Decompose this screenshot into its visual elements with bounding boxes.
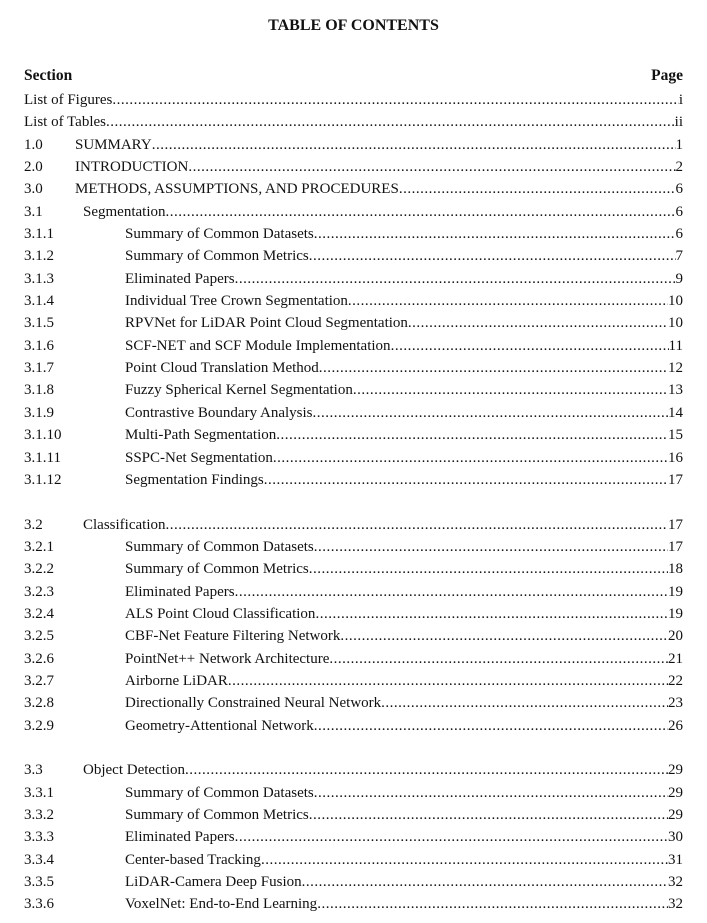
dot-leader <box>309 245 676 267</box>
toc-entry-title: List of Tables <box>24 114 106 131</box>
toc-entry-title: LiDAR-Camera Deep Fusion <box>125 874 302 891</box>
toc-entry-page: 17 <box>668 471 683 488</box>
toc-entry-page: 6 <box>675 203 683 220</box>
toc-entry-number: 3.1.6 <box>24 337 54 354</box>
toc-entry[interactable] <box>24 692 683 714</box>
toc-entry-page: 10 <box>668 293 683 310</box>
toc-entry-page: 31 <box>668 851 683 868</box>
toc-entry[interactable] <box>24 379 683 401</box>
toc-entry-title: Classification <box>83 516 166 533</box>
dot-leader <box>302 871 668 893</box>
dot-leader <box>152 134 676 156</box>
toc-entry[interactable] <box>24 89 683 111</box>
dot-leader <box>399 178 676 200</box>
toc-entry[interactable] <box>24 670 683 692</box>
dot-leader <box>329 648 668 670</box>
toc-entry-title: Multi-Path Segmentation <box>125 427 277 444</box>
toc-entry-page: 13 <box>668 382 683 399</box>
toc-entry-page: 22 <box>668 672 683 689</box>
toc-entry-title: Summary of Common Datasets <box>125 226 314 243</box>
dot-leader <box>314 536 668 558</box>
toc-entry[interactable] <box>24 625 683 647</box>
toc-entry-page: 11 <box>668 337 683 354</box>
toc-entry-number: 3.3.3 <box>24 829 54 846</box>
toc-entry-number: 3.2.4 <box>24 605 54 622</box>
toc-entry-number: 3.1.2 <box>24 248 54 265</box>
toc-entry[interactable] <box>24 759 683 781</box>
toc-entry-page: 2 <box>675 159 683 176</box>
dot-leader <box>313 402 669 424</box>
toc-entry-page: 30 <box>668 829 683 846</box>
toc-entry-number: 2.0 <box>24 159 43 176</box>
toc-entry-title: ALS Point Cloud Classification <box>125 605 316 622</box>
toc-entry[interactable] <box>24 134 683 156</box>
toc-entry[interactable] <box>24 178 683 200</box>
dot-leader <box>276 424 668 446</box>
toc-entry-page: 6 <box>675 181 683 198</box>
toc-entry-title: PointNet++ Network Architecture <box>125 650 330 667</box>
toc-entry[interactable] <box>24 402 683 424</box>
toc-entry-page: 29 <box>668 807 683 823</box>
dot-leader <box>235 268 676 290</box>
toc-spacer <box>24 491 683 513</box>
toc-entry-number: 3.1.1 <box>24 226 54 243</box>
dot-leader <box>185 759 668 781</box>
dot-leader <box>235 581 668 603</box>
toc-entry-number: 3.1.5 <box>24 315 54 332</box>
dot-leader <box>353 379 668 401</box>
toc-spacer <box>24 737 683 759</box>
toc-entry-number: 3.2.8 <box>24 695 54 712</box>
toc-entry-number: 3.2.2 <box>24 561 54 578</box>
dot-leader <box>309 804 668 826</box>
dot-leader <box>273 447 668 469</box>
toc-entry-title: Airborne LiDAR <box>125 672 228 689</box>
toc-entry-page: 29 <box>668 762 683 779</box>
toc-entry[interactable] <box>24 782 683 804</box>
toc-entry[interactable] <box>24 871 683 893</box>
toc-entry-title: Contrastive Boundary Analysis <box>125 404 313 421</box>
toc-entry-title: Eliminated Papers <box>125 583 235 600</box>
page-column-label: Page <box>651 67 683 84</box>
dot-leader <box>314 223 676 245</box>
table-of-contents <box>24 89 683 916</box>
toc-entry[interactable] <box>24 469 683 491</box>
toc-entry-number: 3.3.4 <box>24 851 54 868</box>
toc-entry-title: INTRODUCTION <box>75 159 189 176</box>
toc-entry[interactable] <box>24 603 683 625</box>
dot-leader <box>264 469 668 491</box>
toc-entry-title: Center-based Tracking <box>125 851 261 868</box>
toc-entry-number: 3.0 <box>24 181 43 198</box>
toc-entry-title: Fuzzy Spherical Kernel Segmentation <box>125 382 353 399</box>
toc-entry-page: 1 <box>675 136 683 153</box>
toc-entry-page: 26 <box>668 717 683 734</box>
toc-entry-title: Summary of Common Datasets <box>125 784 314 801</box>
toc-entry-title: SUMMARY <box>75 136 152 153</box>
toc-entry-number: 3.3.5 <box>24 874 54 891</box>
toc-entry-number: 3.3.2 <box>24 807 54 823</box>
toc-entry-title: Eliminated Papers <box>125 270 235 287</box>
toc-entry[interactable] <box>24 447 683 469</box>
toc-entry-number: 3.3.1 <box>24 784 54 801</box>
toc-entry-page: 23 <box>668 695 683 712</box>
toc-entry-number: 3.3 <box>24 762 43 779</box>
toc-entry-page: 6 <box>675 226 683 243</box>
dot-leader <box>391 335 669 357</box>
toc-entry-page: 32 <box>668 874 683 891</box>
dot-leader <box>348 290 668 312</box>
toc-entry-number: 3.1.3 <box>24 270 54 287</box>
toc-entry-number: 3.1.4 <box>24 293 54 310</box>
toc-entry-page: 21 <box>668 650 683 667</box>
toc-entry-page: 10 <box>668 315 683 332</box>
toc-entry-title: METHODS, ASSUMPTIONS, AND PROCEDURES <box>75 181 399 198</box>
dot-leader <box>188 156 675 178</box>
toc-entry-title: Object Detection <box>83 762 186 779</box>
toc-entry[interactable] <box>24 826 683 848</box>
toc-entry-page: 29 <box>668 784 683 801</box>
toc-entry[interactable] <box>24 245 683 267</box>
toc-entry-title: Segmentation Findings <box>125 471 264 488</box>
toc-header <box>24 67 683 85</box>
toc-entry-page: 15 <box>668 427 683 444</box>
toc-entry-title: SCF-NET and SCF Module Implementation <box>125 337 391 354</box>
toc-entry-title: Eliminated Papers <box>125 829 235 846</box>
toc-entry-title: Segmentation <box>83 203 166 220</box>
dot-leader <box>166 514 669 536</box>
toc-entry-number: 3.1.11 <box>24 449 61 466</box>
toc-entry-title: Summary of Common Metrics <box>125 561 309 578</box>
toc-entry-page: 7 <box>675 248 683 265</box>
toc-entry-number: 3.1.9 <box>24 404 54 421</box>
toc-entry-number: 3.2 <box>24 516 43 533</box>
toc-entry[interactable] <box>24 893 683 915</box>
dot-leader <box>340 625 668 647</box>
dot-leader <box>112 89 678 111</box>
toc-entry[interactable] <box>24 201 683 223</box>
toc-entry-number: 3.1.12 <box>24 471 62 488</box>
toc-entry-number: 3.2.5 <box>24 628 54 645</box>
toc-entry[interactable] <box>24 558 683 580</box>
toc-entry-page: i <box>678 92 683 108</box>
dot-leader <box>228 670 668 692</box>
toc-entry-title: SSPC-Net Segmentation <box>125 449 273 466</box>
toc-entry-number: 3.3.6 <box>24 896 54 913</box>
toc-entry-page: 20 <box>668 628 683 645</box>
toc-entry-number: 1.0 <box>24 136 43 153</box>
toc-entry-number: 3.1 <box>24 203 43 220</box>
toc-entry-title: Individual Tree Crown Segmentation <box>125 293 348 310</box>
toc-entry[interactable] <box>24 335 683 357</box>
dot-leader <box>309 558 668 580</box>
dot-leader <box>317 893 668 915</box>
toc-entry-page: 17 <box>668 538 683 555</box>
dot-leader <box>261 849 668 871</box>
dot-leader <box>235 826 668 848</box>
toc-entry-title: RPVNet for LiDAR Point Cloud Segmentation <box>125 315 408 332</box>
toc-entry-page: 19 <box>668 605 683 622</box>
toc-entry-page: 16 <box>668 449 683 466</box>
toc-entry-number: 3.2.3 <box>24 583 54 600</box>
toc-entry-title: Point Cloud Translation Method <box>125 360 319 377</box>
toc-entry-number: 3.2.1 <box>24 538 54 555</box>
toc-entry[interactable] <box>24 268 683 290</box>
toc-entry[interactable] <box>24 290 683 312</box>
toc-entry[interactable] <box>24 156 683 178</box>
toc-entry-number: 3.2.7 <box>24 672 54 689</box>
toc-entry-page: 9 <box>675 270 683 287</box>
toc-entry[interactable] <box>24 648 683 670</box>
toc-entry-number: 3.2.6 <box>24 650 54 667</box>
toc-entry-page: 14 <box>668 404 683 421</box>
toc-entry[interactable] <box>24 312 683 334</box>
toc-entry-title: VoxelNet: End-to-End Learning <box>125 896 318 913</box>
toc-entry[interactable] <box>24 849 683 871</box>
toc-entry[interactable] <box>24 536 683 558</box>
toc-entry-number: 3.1.7 <box>24 360 54 377</box>
toc-entry-page: 12 <box>668 360 683 377</box>
dot-leader <box>408 312 668 334</box>
dot-leader <box>315 603 668 625</box>
toc-entry-number: 3.1.10 <box>24 427 62 444</box>
toc-entry-title: Directionally Constrained Neural Network <box>125 695 382 712</box>
dot-leader <box>166 201 676 223</box>
toc-entry-page: 17 <box>668 516 683 533</box>
toc-entry-title: Geometry-Attentional Network <box>125 717 314 734</box>
dot-leader <box>314 715 668 737</box>
dot-leader <box>314 782 668 804</box>
section-column-label: Section <box>24 67 73 84</box>
toc-entry[interactable] <box>24 111 683 133</box>
dot-leader <box>319 357 668 379</box>
dot-leader <box>381 692 668 714</box>
toc-entry[interactable] <box>24 424 683 446</box>
toc-entry-number: 3.1.8 <box>24 382 54 399</box>
toc-entry-title: Summary of Common Metrics <box>125 248 309 265</box>
page-title: TABLE OF CONTENTS <box>268 17 439 34</box>
toc-entry-page: 18 <box>668 561 683 578</box>
toc-entry[interactable] <box>24 581 683 603</box>
toc-entry-title: List of Figures <box>24 92 113 108</box>
toc-entry-title: CBF-Net Feature Filtering Network <box>125 628 341 645</box>
toc-entry-page: ii <box>674 114 683 131</box>
toc-entry-page: 32 <box>668 896 683 913</box>
toc-entry[interactable] <box>24 357 683 379</box>
toc-entry[interactable] <box>24 715 683 737</box>
toc-entry-page: 19 <box>668 583 683 600</box>
toc-entry-number: 3.2.9 <box>24 717 54 734</box>
dot-leader <box>106 111 675 133</box>
toc-entry[interactable] <box>24 514 683 536</box>
toc-entry[interactable] <box>24 804 683 826</box>
toc-entry-title: Summary of Common Metrics <box>125 807 309 823</box>
toc-entry[interactable] <box>24 223 683 245</box>
toc-entry-title: Summary of Common Datasets <box>125 538 314 555</box>
